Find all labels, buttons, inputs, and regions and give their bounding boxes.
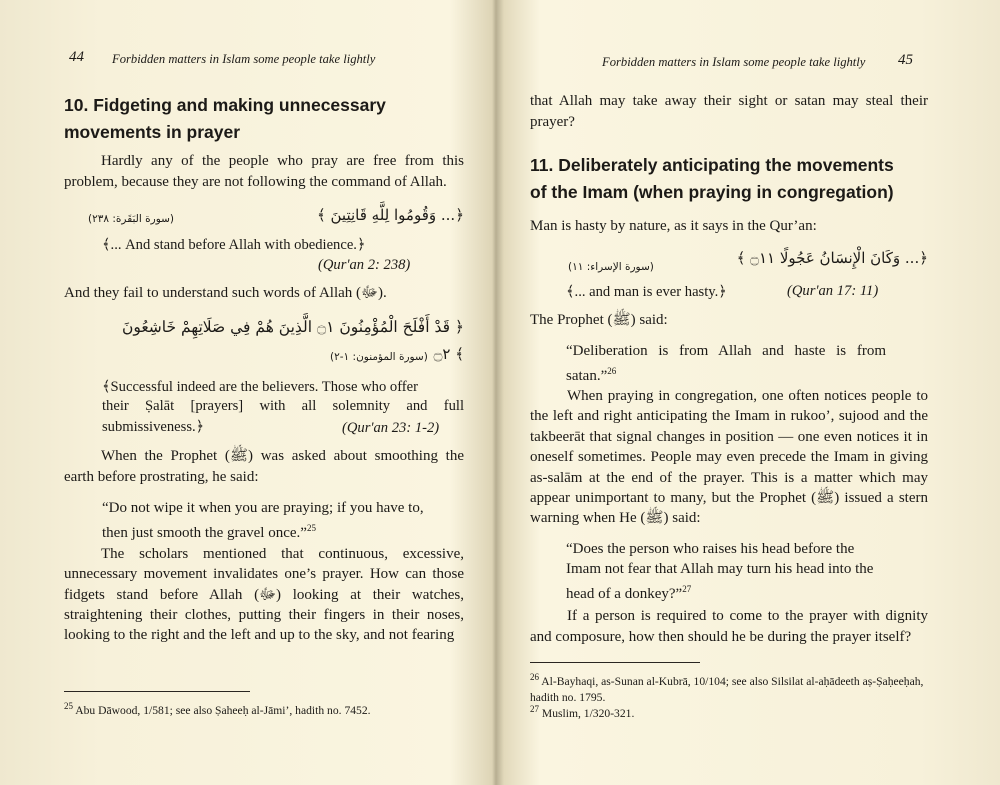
right-page [506, 0, 1000, 785]
paragraph: Man is hasty by nature, as it says in the Qur’an: [530, 218, 817, 234]
surah-source: (سورة المؤمنون: ١-٢) [330, 351, 428, 363]
section-heading: 10. Fidgeting and making unnecessary movements in prayer [64, 95, 386, 142]
footnote: $^{27}$ Muslim, 1/320-321. [530, 704, 635, 720]
paragraph: When praying in congregation, one often notices people to the left and right anticipating the Imam in rukoo’, sujood and the takbeerāt that signal changes in position — one even notices it in oneself sometimes. People may even precede the Imam in giving as-salām at the end of the prayer. This is a matter which may appear unimportant to many, but the Prophet (ﷺ) issued a stern warning when He (ﷺ) said: [530, 388, 928, 527]
paragraph: And they fail to understand such words of Allah (ﷻ). [64, 285, 387, 301]
quran-verse-arabic: ﴿ قَدْ أَفْلَحَ الْمُؤْمِنُونَ ۝١ الَّذِينَ هُمْ فِي صَلَاتِهِمْ خَاشِعُونَ [121, 318, 464, 336]
hadith-quote: satan.”$^{26}$ [566, 366, 617, 384]
paragraph: If a person is required to come to the prayer with dignity and composure, how then should he be during the prayer itself? [530, 608, 928, 645]
hadith-quote: then just smooth the gravel once.”$^{25}$ [102, 523, 316, 541]
left-page [0, 0, 494, 785]
footnote-marker: 27 [682, 584, 692, 594]
hadith-quote: head of a donkey?”$^{27}$ [566, 584, 692, 602]
verse-reference: (Qur'an 17: 11) [787, 283, 879, 299]
verse-translation: submissiveness.﴿ [102, 419, 205, 435]
verse-translation: ﴾Successful indeed are the believers. Those who offer [102, 379, 418, 395]
footnote: $^{25}$ Abu Dāwood, 1/581; see also Ṣaheeḥ al-Jāmi’, hadith no. 7452. [64, 701, 371, 717]
hadith-quote: Imam not fear that Allah may turn his head into the [566, 561, 874, 577]
verse-translation: ﴾... And stand before Allah with obedience.﴿ [102, 237, 366, 253]
verse-end-ornament: ۝٢ ﴾ [433, 345, 464, 363]
paragraph: that Allah may take away their sight or satan may steal their prayer? [530, 93, 928, 130]
footnote-marker: 26 [607, 366, 617, 376]
quran-verse-arabic: ﴿... وَكَانَ الْإِنسَانُ عَجُولًا ۝١١ ﴾ [736, 249, 928, 267]
paragraph: When the Prophet (ﷺ) was asked about smoothing the earth before prostrating, he said: [64, 448, 464, 485]
quran-verse-arabic: ﴿... وَقُومُوا لِلَّهِ قَانِتِينَ ﴾ [316, 206, 464, 224]
surah-source: (سورة البَقَرة: ٢٣٨) [88, 213, 175, 225]
running-head: Forbidden matters in Islam some people take lightly [602, 55, 866, 69]
paragraph: The Prophet (ﷺ) said: [530, 312, 668, 328]
verse-reference: (Qur'an 2: 238) [318, 257, 411, 273]
verse-translation: their Ṣalāt [prayers] with all solemnity and full [102, 398, 464, 414]
page-number: 44 [69, 49, 84, 65]
footnote: $^{26}$ Al-Bayhaqi, as-Sunan al-Kubrā, 10/104; see also Silsilat al-aḥādeeth aṣ-Ṣaḥeeḥah, hadith no. 1795. [530, 672, 924, 704]
section-heading: 11. Deliberately anticipating the movements of the Imam (when praying in congregation) [530, 155, 894, 202]
hadith-quote: “Deliberation is from Allah and haste is from [566, 343, 886, 359]
hadith-quote: “Do not wipe it when you are praying; if you have to, [102, 500, 424, 516]
running-head: Forbidden matters in Islam some people take lightly [112, 52, 376, 66]
surah-source: (سورة الإسراء: ١١) [568, 261, 654, 273]
footnote-rule [530, 662, 700, 663]
hadith-quote: “Does the person who raises his head before the [566, 541, 855, 557]
page-number: 45 [898, 52, 913, 68]
paragraph: The scholars mentioned that continuous, excessive, unnecessary movement invalidates one’s prayer. How can those fidgets stand before Allah (ﷻ) looking at their watches, straightening their clothes, putting their fingers in their noses, looking to the right and the left and up to the sky, and not fearing [64, 546, 464, 644]
paragraph: Hardly any of the people who pray are free from this problem, because they are not following the command of Allah. [64, 153, 464, 190]
footnote-marker: 25 [306, 523, 316, 533]
verse-translation: ﴾... and man is ever hasty.﴿ [566, 284, 727, 300]
footnote-rule [64, 691, 250, 692]
verse-reference: (Qur'an 23: 1-2) [342, 420, 440, 436]
